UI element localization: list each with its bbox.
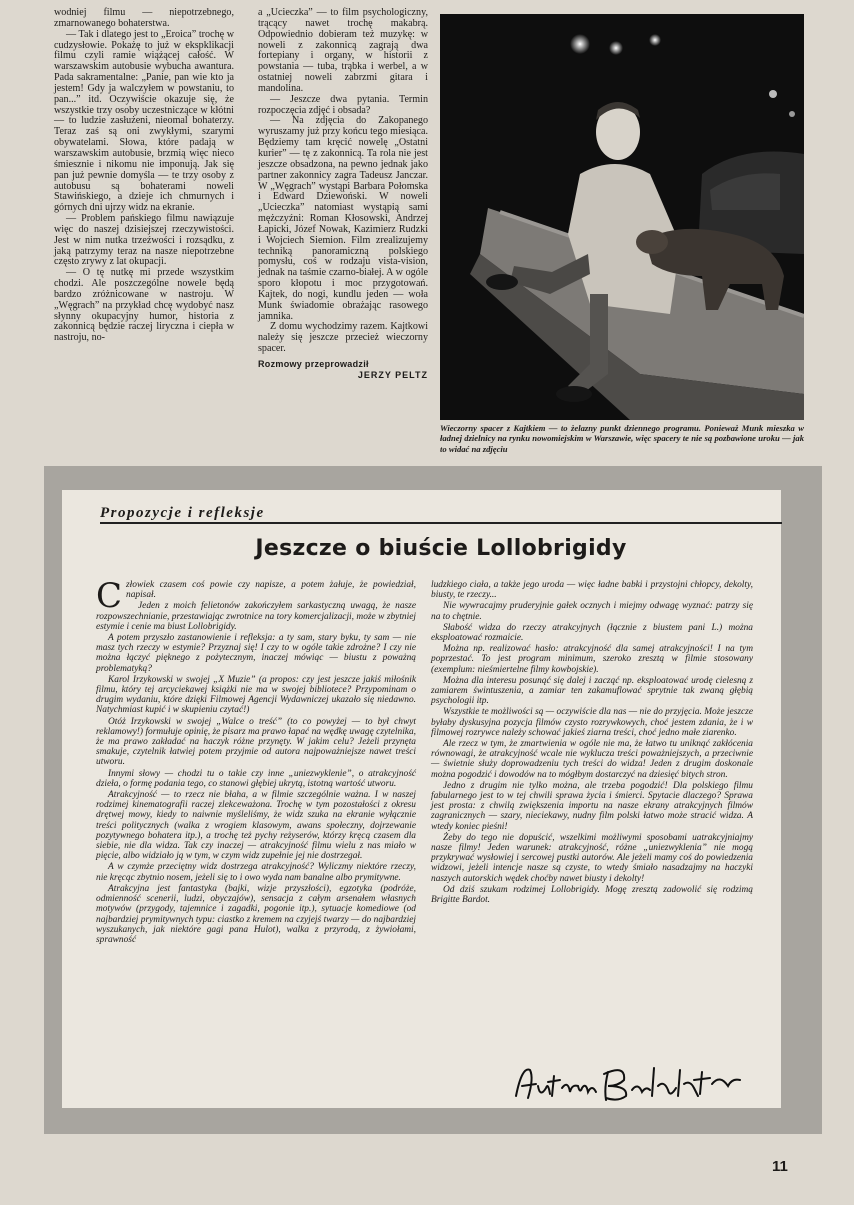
section-rule <box>100 522 782 524</box>
article-paragraph: Wszystkie te możliwości są — oczywiście dla nas — nie do przyjęcia. Może jeszcze byłaby dyskusyjna pozycja filmów czysto rozrywkowych, choć jestem zdania, że i w filmowej rozrywce należy schować jakieś ziarna treści, choć jedno małe ziarenko. <box>431 707 753 738</box>
article-paragraph: Atrakcyjna jest fantastyka (bajki, wizje przyszłości), egzotyka (podróże, odmienność scenerii, ludzi, obyczajów), sensacja z całym arsenałem własnych motywów (przygody, tajemnice i zagadki, pogonie itp.), sytuacje komediowe (od najbardziej prymitywnych typu: ciastko z kremem na czyjejś twarzy — do najbardziej wyszukanych, jak niektóre gagi pana Hulot), walka z przyrodą, z żywiołami, sprawność <box>96 883 416 945</box>
author-signature <box>508 1058 758 1108</box>
article-paragraph: Jedno z drugim nie tylko można, ale trzeba pogodzić! Dla polskiego filmu fabularnego jest to w tej chwili sprawa życia i śmierci. Spytacie dlaczego? Sprawa jest prosta: z chwilą zwiększenia importu na nasze ekrany atrakcyjnych filmów zagranicznych — szary, nieciekawy, nudny film polski łatwo może stracić widza. A wtedy koniec pieśni! <box>431 780 753 832</box>
interview-paragraph: — Na zdjęcia do Zakopanego wyruszamy już przy końcu tego miesiąca. Będziemy tam kręcić nowelę „Ostatni kurier” — tę z zakonnicą. Ta rola nie jest jeszcze obsadzona, na pewno jednak jako partner zakonnicy zagra Tadeusz Janczar. W „Węgrach” wystąpi Barbara Połomska i Edward Dziewoński. W noweli „Ucieczka” natomiast wystąpią sami mężczyźni: Roman Kłosowski, Andrzej Łapicki, Józef Nowak, Kazimierz Rudzki i Wojciech Siemion. Film zrealizujemy techniką panoramiczną polskiego pomysłu, coś w rodzaju vista-vision, jednak na taśmie czarno-białej. A w ogóle sporo kłopotu i moc przygotowań. Kajtek, do nogi, kundlu jeden — woła Munk świadomie obrażając rasowego jamnika. <box>258 115 428 322</box>
article-paragraph: Innymi słowy — chodzi tu o takie czy inne „uniezwyklenie”, o atrakcyjność dzieła, o formę podania tego, co stanowi głębiej ukrytą, istotną wartość utworu. <box>96 768 416 789</box>
interview-paragraph: — O tę nutkę mi przede wszystkim chodzi. Ale poszczególne nowele będą bardzo zróżnicowane w nastroju. W „Węgrach” na przykład chcę wydobyć nasz słynny okupacyjny humor, historia z zakonnicą będzie raczej liryczna i ciepła w nastroju, no- <box>54 267 234 344</box>
interview-credit: Rozmowy przeprowadził <box>258 359 369 369</box>
article-paragraph: Ale rzecz w tym, że zmartwienia w ogóle nie ma, że łatwo tu uniknąć zakłócenia równowagi, że atrakcyjność wcale nie wyklucza treści poważniejszych, a przeciwnie — świetnie służy doprowadzeniu tych treści do widza! Jeden z drugim doskonale można pogodzić i dowodów na to mógłbym dostarczyć na dziesięć bitych stron. <box>431 739 753 780</box>
interview-paragraph: wodniej filmu — niepotrzebnego, zmarnowanego bohaterstwa. <box>54 7 234 29</box>
article-paragraph <box>96 576 416 616</box>
photo-illustration <box>440 14 804 420</box>
photo-munk-with-dog <box>440 14 804 420</box>
interview-paragraph: Z domu wychodzimy razem. Kajtkowi należy się jeszcze przecież wieczorny spacer. <box>258 321 428 355</box>
article-headline: Jeszcze o biuście Lollobrigidy <box>255 536 627 561</box>
interview-column-1 <box>54 8 234 344</box>
article-paragraph: Żeby do tego nie dopuścić, wszelkimi możliwymi sposobami uatrakcyjniajmy nasze filmy! Jeden warunek: atrakcyjność, różne „uniezwyklenia” nie mogą przykrywać wysłowiej i sercowej pustki autorów. Ale jeżeli mamy coś do powiedzenia widzowi, jeżeli intencje nasze są czyste, to wtedy śmiało nasadzajmy na haczyki naszych autorskich wędek choćby nawet biusty i dekolty! <box>431 832 753 884</box>
page-number: 11 <box>772 1158 788 1175</box>
article-paragraph: A potem przyszło zastanowienie i refleksja: a ty sam, stary byku, ty sam — nie masz tych rzeczy w estymie? Przyznaj się! I czy to w ogóle takie zdrożne? I czy nie można łączyć pięknego z pożytecznym, inaczej mówiąc — biustu z poważną problematyką? <box>96 633 416 674</box>
article-paragraph: Jeden z moich felietonów zakończyłem sarkastyczną uwagą, że nasze rozpowszechnianie, przestawiając zwrotnice na tory komercjalizacji, może w zbytniej estymie i cenie ma biust Lollobrigidy. <box>96 601 416 632</box>
article-paragraph: Otóż Irzykowski w swojej „Walce o treść” (to co powyżej — to był chwyt reklamowy!) formułuje opinię, że pisarz ma prawo łapać na wędkę uwagę czytelnika, że ma prawo zakładać na haczyk różne przynęty. W jakim celu? Jeżeli przynęta smakuje, czytelnik łatwiej potem przyjmie od autora najpoważniejsze nawet treści utworu. <box>96 716 416 768</box>
article-paragraph: ludzkiego ciała, a także jego uroda — więc ładne babki i przystojni chłopcy, dekolty, biusty, te rzeczy... <box>431 580 753 601</box>
interview-paragraph: — Jeszcze dwa pytania. Termin rozpoczęcia zdjęć i obsada? <box>258 93 428 116</box>
article-paragraph: Karol Irzykowski w swojej „X Muzie” (a propos: czy jest jeszcze jakiś miłośnik filmu, który tej arcyciekawej książki nie ma w swojej bibliotece? Przypominam o drugim wydaniu, które dzięki Filmowej Agencji Wydawniczej ukazało się niedawno. Natychmiast kupić i w skupieniu czytać!) <box>96 674 416 716</box>
article-paragraph-text: złowiek czasem coś powie czy napisze, a potem żałuje, że powiedział, napisał. <box>126 580 416 601</box>
drop-cap: C <box>96 576 123 616</box>
interview-paragraph: — Tak i dlatego jest to „Eroica” trochę w cudzysłowie. Pokażę to już w ekspklikacji filmu czyli ramie wiążącej całość. W warszawskim autobusie wybucha awantura. Pada sakramentalne: „Panie, pan wie kto ja jestem! Gdy ja walczyłem w powstaniu, to pan...” itd. Oczywiście okazuje się, że wszystkie trzy osoby uczestniczące w kłótni — to ludzie zasłużeni, nieomal bohaterzy. Teraz zaś są oni zwykłymi, szarymi obywatelami. Słowa, które padają w warszawskim autobusie, brzmią więc nieco śmiesznie i nikomu nie imponują. Jak się pan już pewnie domyśla — te trzy osoby z autobusu są bohaterami noweli Stawińskiego, a dzieje ich chmurnych i górnych dni ujrzy widz na ekranie. <box>54 28 234 214</box>
article-column-1 <box>96 576 416 946</box>
article-paragraph: Słabość widza do rzeczy atrakcyjnych (łącznie z biustem pani L.) można eksploatować rozmaicie. <box>431 622 753 644</box>
article-column-2 <box>431 580 753 906</box>
section-title: Propozycje i refleksje <box>100 505 265 521</box>
article-paragraph: Można dla interesu posunąć się dalej i zacząć np. eksploatować urodę cielesną z zamiarem świntuszenia, a zamiar ten zakamuflować sprytnie tak zwaną głębią psychologii itp. <box>431 675 753 707</box>
article-paragraph: A w czymże przeciętny widz dostrzega atrakcyjność? Wyliczmy niektóre rzeczy, nie kręcąc zbytnio nosem, jeżeli się to i owo wyda nam banalne albo prymitywne. <box>96 862 416 883</box>
article-paragraph: Nie wywracajmy pruderyjnie gałek ocznych i miejmy odwagę wyznać: patrzy się na to chętnie. <box>431 601 753 622</box>
photo-caption: Wieczorny spacer z Kajtkiem — to żelazny punkt dziennego programu. Ponieważ Munk mieszka w ładnej dzielnicy na rynku nowomiejskim w Warszawie, więc spacery te nie są pozbawione uroku — jak to widać na zdjęciu <box>440 423 804 454</box>
article-paragraph: Można np. realizować hasło: atrakcyjność dla samej atrakcyjności! I na tym poprzestać. To jest program minimum, szeroko zresztą w filmie stosowany (exemplum: nieśmiertelne filmy kowbojskie). <box>431 644 753 675</box>
interview-author: JERZY PELTZ <box>357 369 428 380</box>
article-paragraph: Od dziś szukam rodzimej Lollobrigidy. Mogę zresztą zadowolić się rodzimą Brigitte Bardot. <box>431 884 753 906</box>
interview-paragraph: — Problem pańskiego filmu nawiązuje więc do naszej dzisiejszej rzeczywistości. Jest w nim nutka trzeźwości i rozsądku, z jaką patrzymy teraz na nasze niepotrzebne często zrywy z lat okupacji. <box>54 213 234 268</box>
interview-paragraph: a „Ucieczka” — to film psychologiczny, trącący nawet trochę makabrą. Odpowiednio dobieram też muzykę: w noweli z zakonnicą zagrają dwa fortepiany i organy, w historii z powstania — tuba, trąbka i werbel, a w ostatniej noweli zabrzmi gitara i mandolina. <box>258 7 428 94</box>
article-paragraph: Atrakcyjność — to rzecz nie błaha, a w filmie szczególnie ważna. I w naszej rodzimej kinematografii raczej zlekceważona. Trochę w tym pozostałości z okresu drętwej mowy, kiedy to naiwnie myśleliśmy, że widz szuka na ekranie wyłącznie treści politycznych (walka z wrogiem klasowym, awans społeczny, dojrzewanie pozytywnego bohatera itp.), a trochę też pychy reżyserów, którzy kręcą czasem dla siebie, nie dla widza. Tak czy inaczej — atrakcyjność filmu wielu z nas miało w pięcie, albo widziało ją w tym, w czym widz zupełnie jej nie dostrzegał. <box>96 790 416 862</box>
interview-column-2 <box>258 8 428 381</box>
